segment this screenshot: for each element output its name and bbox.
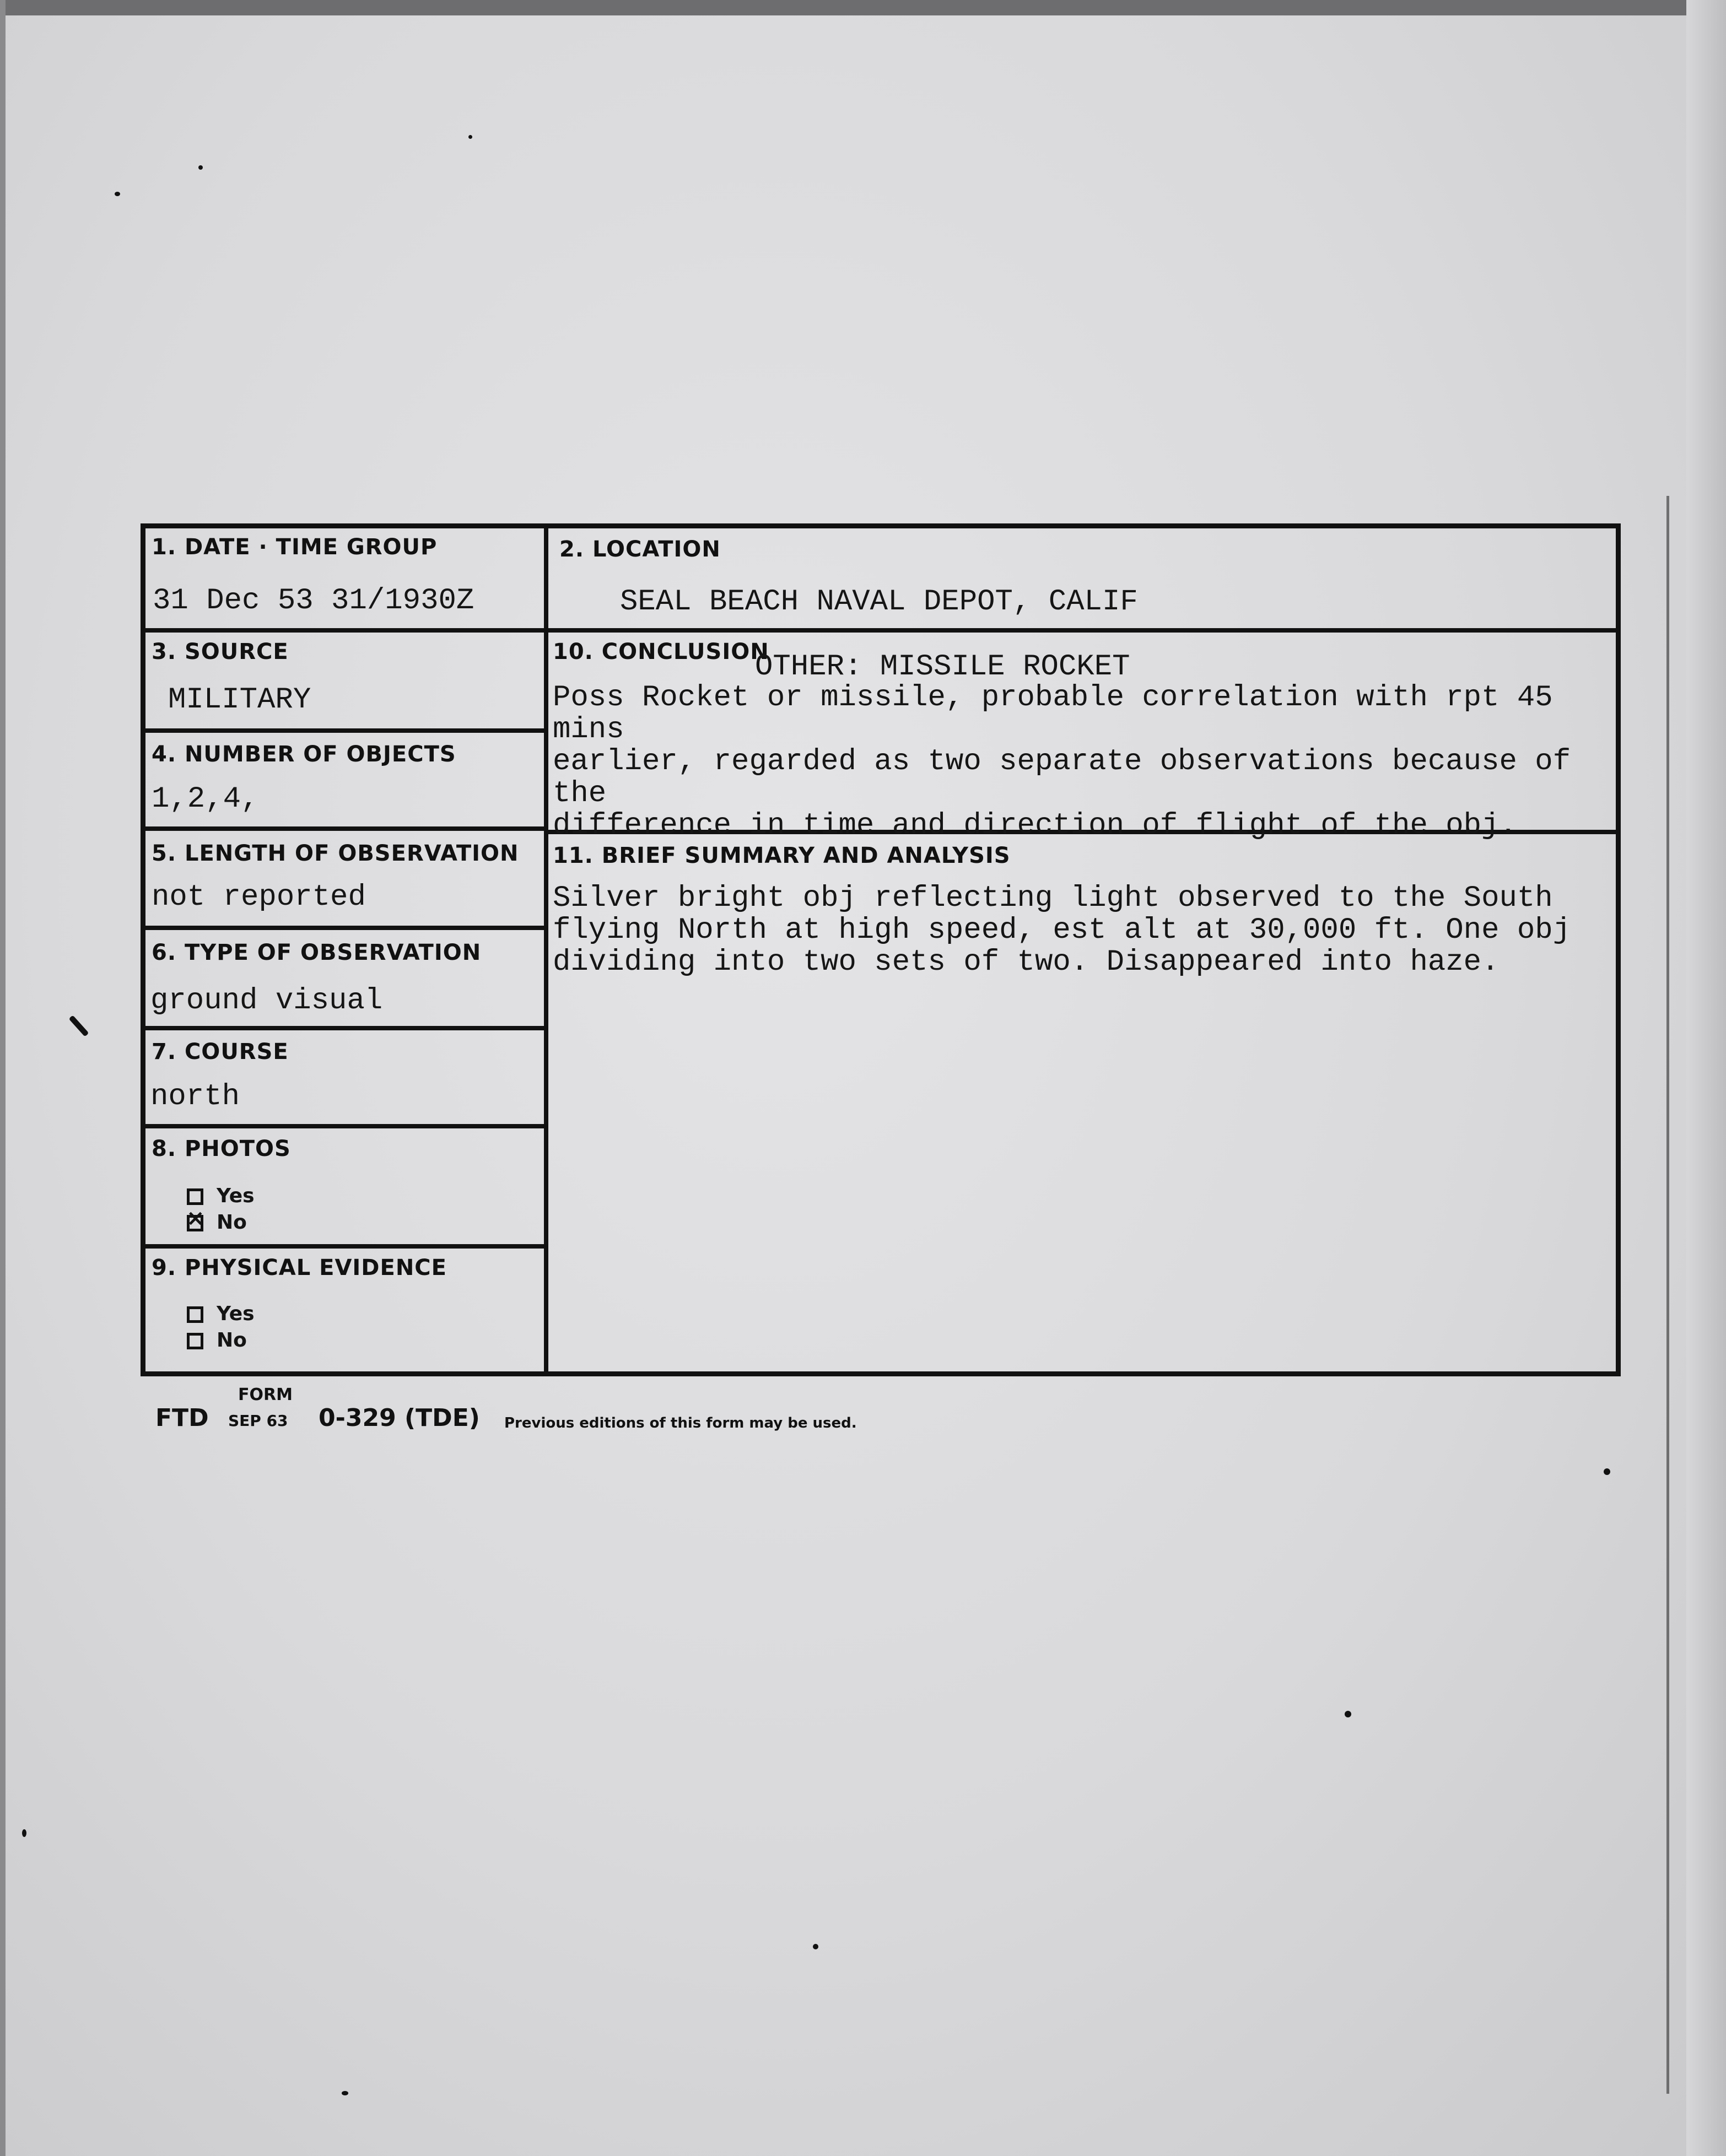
conclusion-text: Poss Rocket or missile, probable correlation with rpt 45 mins earlier, regarded as two separate observations because of the difference in time and direction of flight of the obj. bbox=[553, 681, 1571, 842]
divider-1 bbox=[141, 628, 1621, 633]
physical-evidence-label: 9. PHYSICAL EVIDENCE bbox=[152, 1255, 447, 1280]
checkbox-icon bbox=[187, 1188, 203, 1205]
divider-5 bbox=[141, 926, 548, 930]
length-of-observation-label: 5. LENGTH OF OBSERVATION bbox=[152, 841, 519, 866]
photos-no-label: No bbox=[217, 1211, 247, 1234]
divider-4 bbox=[141, 826, 548, 831]
scan-left-edge bbox=[0, 0, 6, 2156]
conclusion-label: 10. CONCLUSION bbox=[553, 639, 769, 664]
checked-checkbox-icon bbox=[187, 1215, 203, 1231]
scan-top-edge bbox=[0, 0, 1726, 15]
date-time-group-value: 31 Dec 53 31/1930Z bbox=[153, 584, 474, 618]
scan-right-line bbox=[1666, 496, 1669, 2094]
dust-speck bbox=[115, 192, 120, 196]
location-label: 2. LOCATION bbox=[559, 537, 721, 562]
type-of-observation-label: 6. TYPE OF OBSERVATION bbox=[152, 940, 482, 965]
physical-evidence-no-label: No bbox=[217, 1329, 247, 1352]
physical-evidence-yes-option[interactable] bbox=[187, 1303, 255, 1325]
dust-speck bbox=[468, 135, 472, 139]
conclusion-heading: OTHER: MISSILE ROCKET bbox=[755, 650, 1130, 684]
footer-agency: FTD bbox=[155, 1404, 209, 1432]
photos-label: 8. PHOTOS bbox=[152, 1136, 291, 1161]
checkbox-icon bbox=[187, 1306, 203, 1323]
photos-yes-option[interactable] bbox=[187, 1185, 255, 1207]
divider-8 bbox=[141, 1244, 548, 1249]
photos-no-option[interactable] bbox=[187, 1211, 247, 1234]
footer-form-word: FORM bbox=[238, 1385, 293, 1404]
source-value: MILITARY bbox=[168, 683, 311, 717]
course-value: north bbox=[150, 1080, 240, 1114]
source-label: 3. SOURCE bbox=[152, 639, 289, 664]
location-value: SEAL BEACH NAVAL DEPOT, CALIF bbox=[620, 585, 1138, 619]
divider-6 bbox=[141, 1026, 548, 1030]
divider-7 bbox=[141, 1124, 548, 1128]
summary-label: 11. BRIEF SUMMARY AND ANALYSIS bbox=[553, 843, 1011, 868]
dust-speck bbox=[1604, 1468, 1610, 1475]
divider-3 bbox=[141, 728, 548, 733]
project-record-card bbox=[141, 523, 1616, 1372]
checkbox-icon bbox=[187, 1333, 203, 1349]
date-time-group-label: 1. DATE · TIME GROUP bbox=[152, 534, 438, 560]
dust-speck bbox=[813, 1944, 818, 1949]
summary-text: Silver bright obj reflecting light observed to the South flying North at high speed, est alt at 30,000 ft. One obj dividing into two sets of two. Disappeared into haze. bbox=[553, 882, 1571, 979]
number-of-objects-value: 1,2,4, bbox=[152, 782, 259, 816]
dust-mark bbox=[69, 1015, 89, 1036]
dust-speck bbox=[198, 165, 203, 170]
course-label: 7. COURSE bbox=[152, 1039, 289, 1065]
dust-speck bbox=[1345, 1711, 1351, 1717]
dust-speck bbox=[342, 2091, 348, 2095]
number-of-objects-label: 4. NUMBER OF OBJECTS bbox=[152, 742, 456, 767]
type-of-observation-value: ground visual bbox=[150, 984, 383, 1018]
physical-evidence-no-option[interactable] bbox=[187, 1329, 247, 1352]
dust-speck bbox=[22, 1829, 26, 1837]
footer-form-number: 0-329 (TDE) bbox=[319, 1404, 480, 1432]
physical-evidence-yes-label: Yes bbox=[217, 1303, 255, 1325]
scan-right-edge bbox=[1686, 0, 1726, 2156]
footer-date: SEP 63 bbox=[228, 1412, 288, 1430]
footer-note: Previous editions of this form may be used. bbox=[504, 1415, 857, 1431]
photos-yes-label: Yes bbox=[217, 1185, 255, 1207]
length-of-observation-value: not reported bbox=[152, 880, 366, 914]
